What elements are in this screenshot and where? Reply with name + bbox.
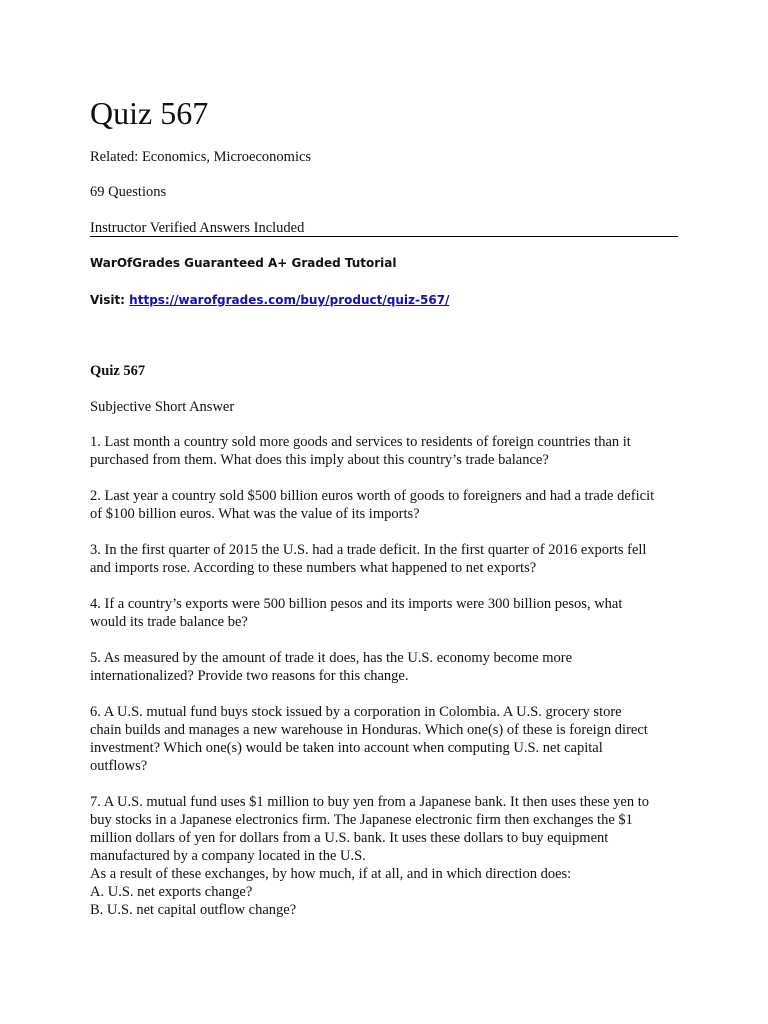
question-line: 5. As measured by the amount of trade it does, has the U.S. economy become more [90, 650, 573, 666]
section-title: Quiz 567 [90, 363, 146, 379]
question-line: 1. Last month a country sold more goods and services to residents of foreign countries than it [90, 434, 631, 450]
question-3 [90, 541, 680, 577]
visit-label: Visit: [90, 293, 130, 307]
question-2 [90, 487, 680, 523]
question-line: 2. Last year a country sold $500 billion euros worth of goods to foreigners and had a trade deficit [90, 488, 655, 504]
question-line: 6. A U.S. mutual fund buys stock issued by a corporation in Colombia. A U.S. grocery store [90, 704, 622, 720]
question-line: purchased from them. What does this imply about this country’s trade balance? [90, 452, 549, 468]
question-line: investment? Which one(s) would be taken into account when computing U.S. net capital [90, 740, 603, 756]
question-line: B. U.S. net capital outflow change? [90, 902, 297, 918]
related-topics: Related: Economics, Microeconomics [90, 149, 312, 165]
question-7 [90, 793, 680, 919]
question-line: outflows? [90, 758, 148, 774]
question-1 [90, 433, 680, 469]
question-line: 7. A U.S. mutual fund uses $1 million to buy yen from a Japanese bank. It then uses these yen to [90, 794, 649, 810]
question-line: million dollars of yen for dollars from a U.S. bank. It uses these dollars to buy equipment [90, 830, 609, 846]
question-line: and imports rose. According to these numbers what happened to net exports? [90, 560, 537, 576]
question-count: 69 Questions [90, 184, 167, 200]
question-line: 4. If a country’s exports were 500 billion pesos and its imports were 300 billion pesos, what [90, 596, 623, 612]
question-line: of $100 billion euros. What was the value of its imports? [90, 506, 420, 522]
question-5 [90, 649, 680, 685]
header-divider [90, 236, 678, 237]
document-title: Quiz 567 [90, 95, 209, 131]
question-4 [90, 595, 680, 631]
section-subtitle: Subjective Short Answer [90, 399, 235, 415]
question-line: buy stocks in a Japanese electronics firm. The Japanese electronic firm then exchanges the $1 [90, 812, 633, 828]
question-line: chain builds and manages a new warehouse in Honduras. Which one(s) of these is foreign direct [90, 722, 648, 738]
question-line: A. U.S. net exports change? [90, 884, 253, 900]
visit-line [90, 292, 449, 308]
answers-note: Instructor Verified Answers Included [90, 220, 305, 236]
question-line: internationalized? Provide two reasons for this change. [90, 668, 409, 684]
question-line: manufactured by a company located in the U.S. [90, 848, 366, 864]
question-line: would its trade balance be? [90, 614, 248, 630]
question-line: 3. In the first quarter of 2015 the U.S. had a trade deficit. In the first quarter of 2016 exports fell [90, 542, 647, 558]
question-6 [90, 703, 680, 775]
promo-title: WarOfGrades Guaranteed A+ Graded Tutorial [90, 256, 397, 270]
question-line: As a result of these exchanges, by how much, if at all, and in which direction does: [90, 866, 572, 882]
visit-link[interactable]: https://warofgrades.com/buy/product/quiz-567/ [129, 293, 450, 307]
